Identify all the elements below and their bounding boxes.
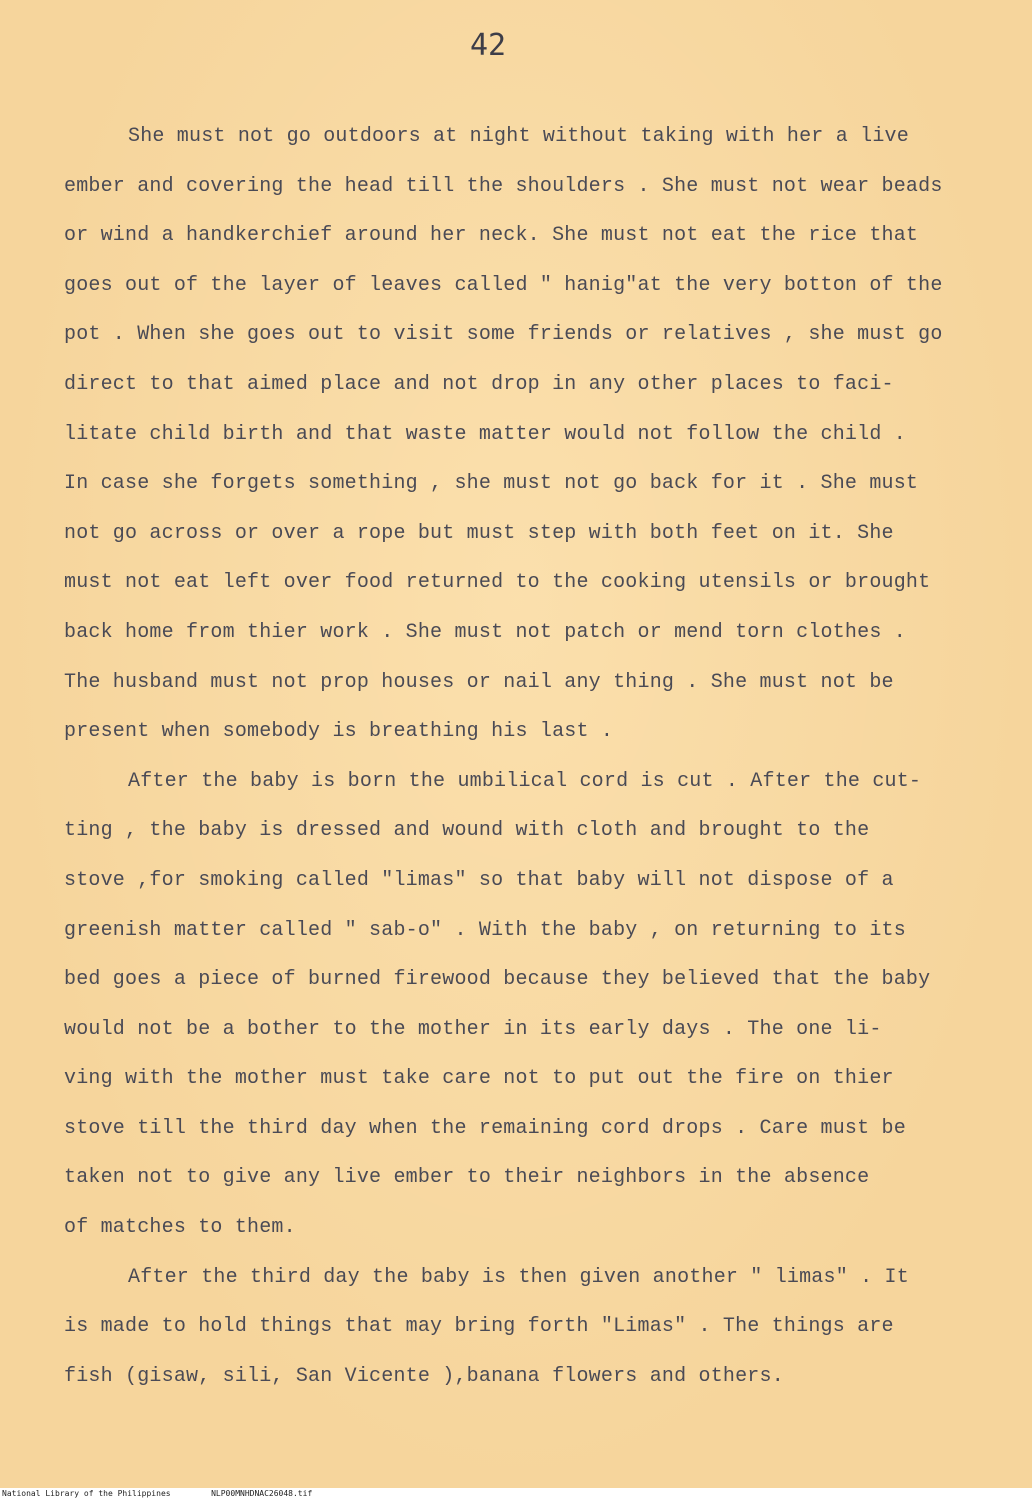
library-name: National Library of the Philippines — [2, 1489, 171, 1498]
text-line: or wind a handkerchief around her neck. She must not eat the rice that — [64, 224, 919, 248]
document-body — [64, 112, 964, 1401]
text-line: goes out of the layer of leaves called " hanig"at the very botton of the — [64, 273, 943, 297]
text-line: In case she forgets something , she must not go back for it . She must — [64, 472, 919, 496]
text-line: present when somebody is breathing his last . — [64, 720, 614, 744]
text-line: After the third day the baby is then given another " limas" . It — [128, 1265, 909, 1289]
text-line: ember and covering the head till the shoulders . She must not wear beads — [64, 174, 943, 198]
scan-footer — [0, 1488, 1032, 1500]
paragraph-2 — [64, 757, 964, 1253]
text-line: ting , the baby is dressed and wound with cloth and brought to the — [64, 819, 870, 843]
text-line: must not eat left over food returned to the cooking utensils or brought — [64, 571, 931, 595]
text-line: bed goes a piece of burned firewood because they believed that the baby — [64, 968, 931, 992]
text-line: of matches to them. — [64, 1216, 296, 1240]
text-line: litate child birth and that waste matter would not follow the child . — [64, 422, 906, 446]
text-line: not go across or over a rope but must step with both feet on it. She — [64, 521, 894, 545]
text-line: After the baby is born the umbilical cord is cut . After the cut- — [128, 769, 922, 793]
text-line: is made to hold things that may bring forth "Limas" . The things are — [64, 1315, 894, 1339]
text-line: pot . When she goes out to visit some friends or relatives , she must go — [64, 323, 943, 347]
text-line: The husband must not prop houses or nail any thing . She must not be — [64, 670, 894, 694]
paragraph-3 — [64, 1253, 964, 1402]
text-line: would not be a bother to the mother in its early days . The one li- — [64, 1017, 882, 1041]
text-line: ving with the mother must take care not to put out the fire on thier — [64, 1067, 894, 1091]
text-line: stove till the third day when the remaining cord drops . Care must be — [64, 1116, 906, 1140]
file-id: NLP00MNHDNAC26048.tif — [211, 1489, 313, 1498]
text-line: taken not to give any live ember to their neighbors in the absence — [64, 1166, 870, 1190]
page-number: 42 — [470, 28, 507, 63]
paragraph-1 — [64, 112, 964, 757]
text-line: She must not go outdoors at night without taking with her a live — [128, 125, 909, 148]
text-line: back home from thier work . She must not patch or mend torn clothes . — [64, 620, 906, 644]
text-line: direct to that aimed place and not drop in any other places to faci- — [64, 372, 894, 396]
text-line: fish (gisaw, sili, San Vicente ),banana flowers and others. — [64, 1364, 784, 1388]
text-line: stove ,for smoking called "limas" so that baby will not dispose of a — [64, 868, 894, 892]
text-line: greenish matter called " sab-o" . With the baby , on returning to its — [64, 918, 906, 942]
